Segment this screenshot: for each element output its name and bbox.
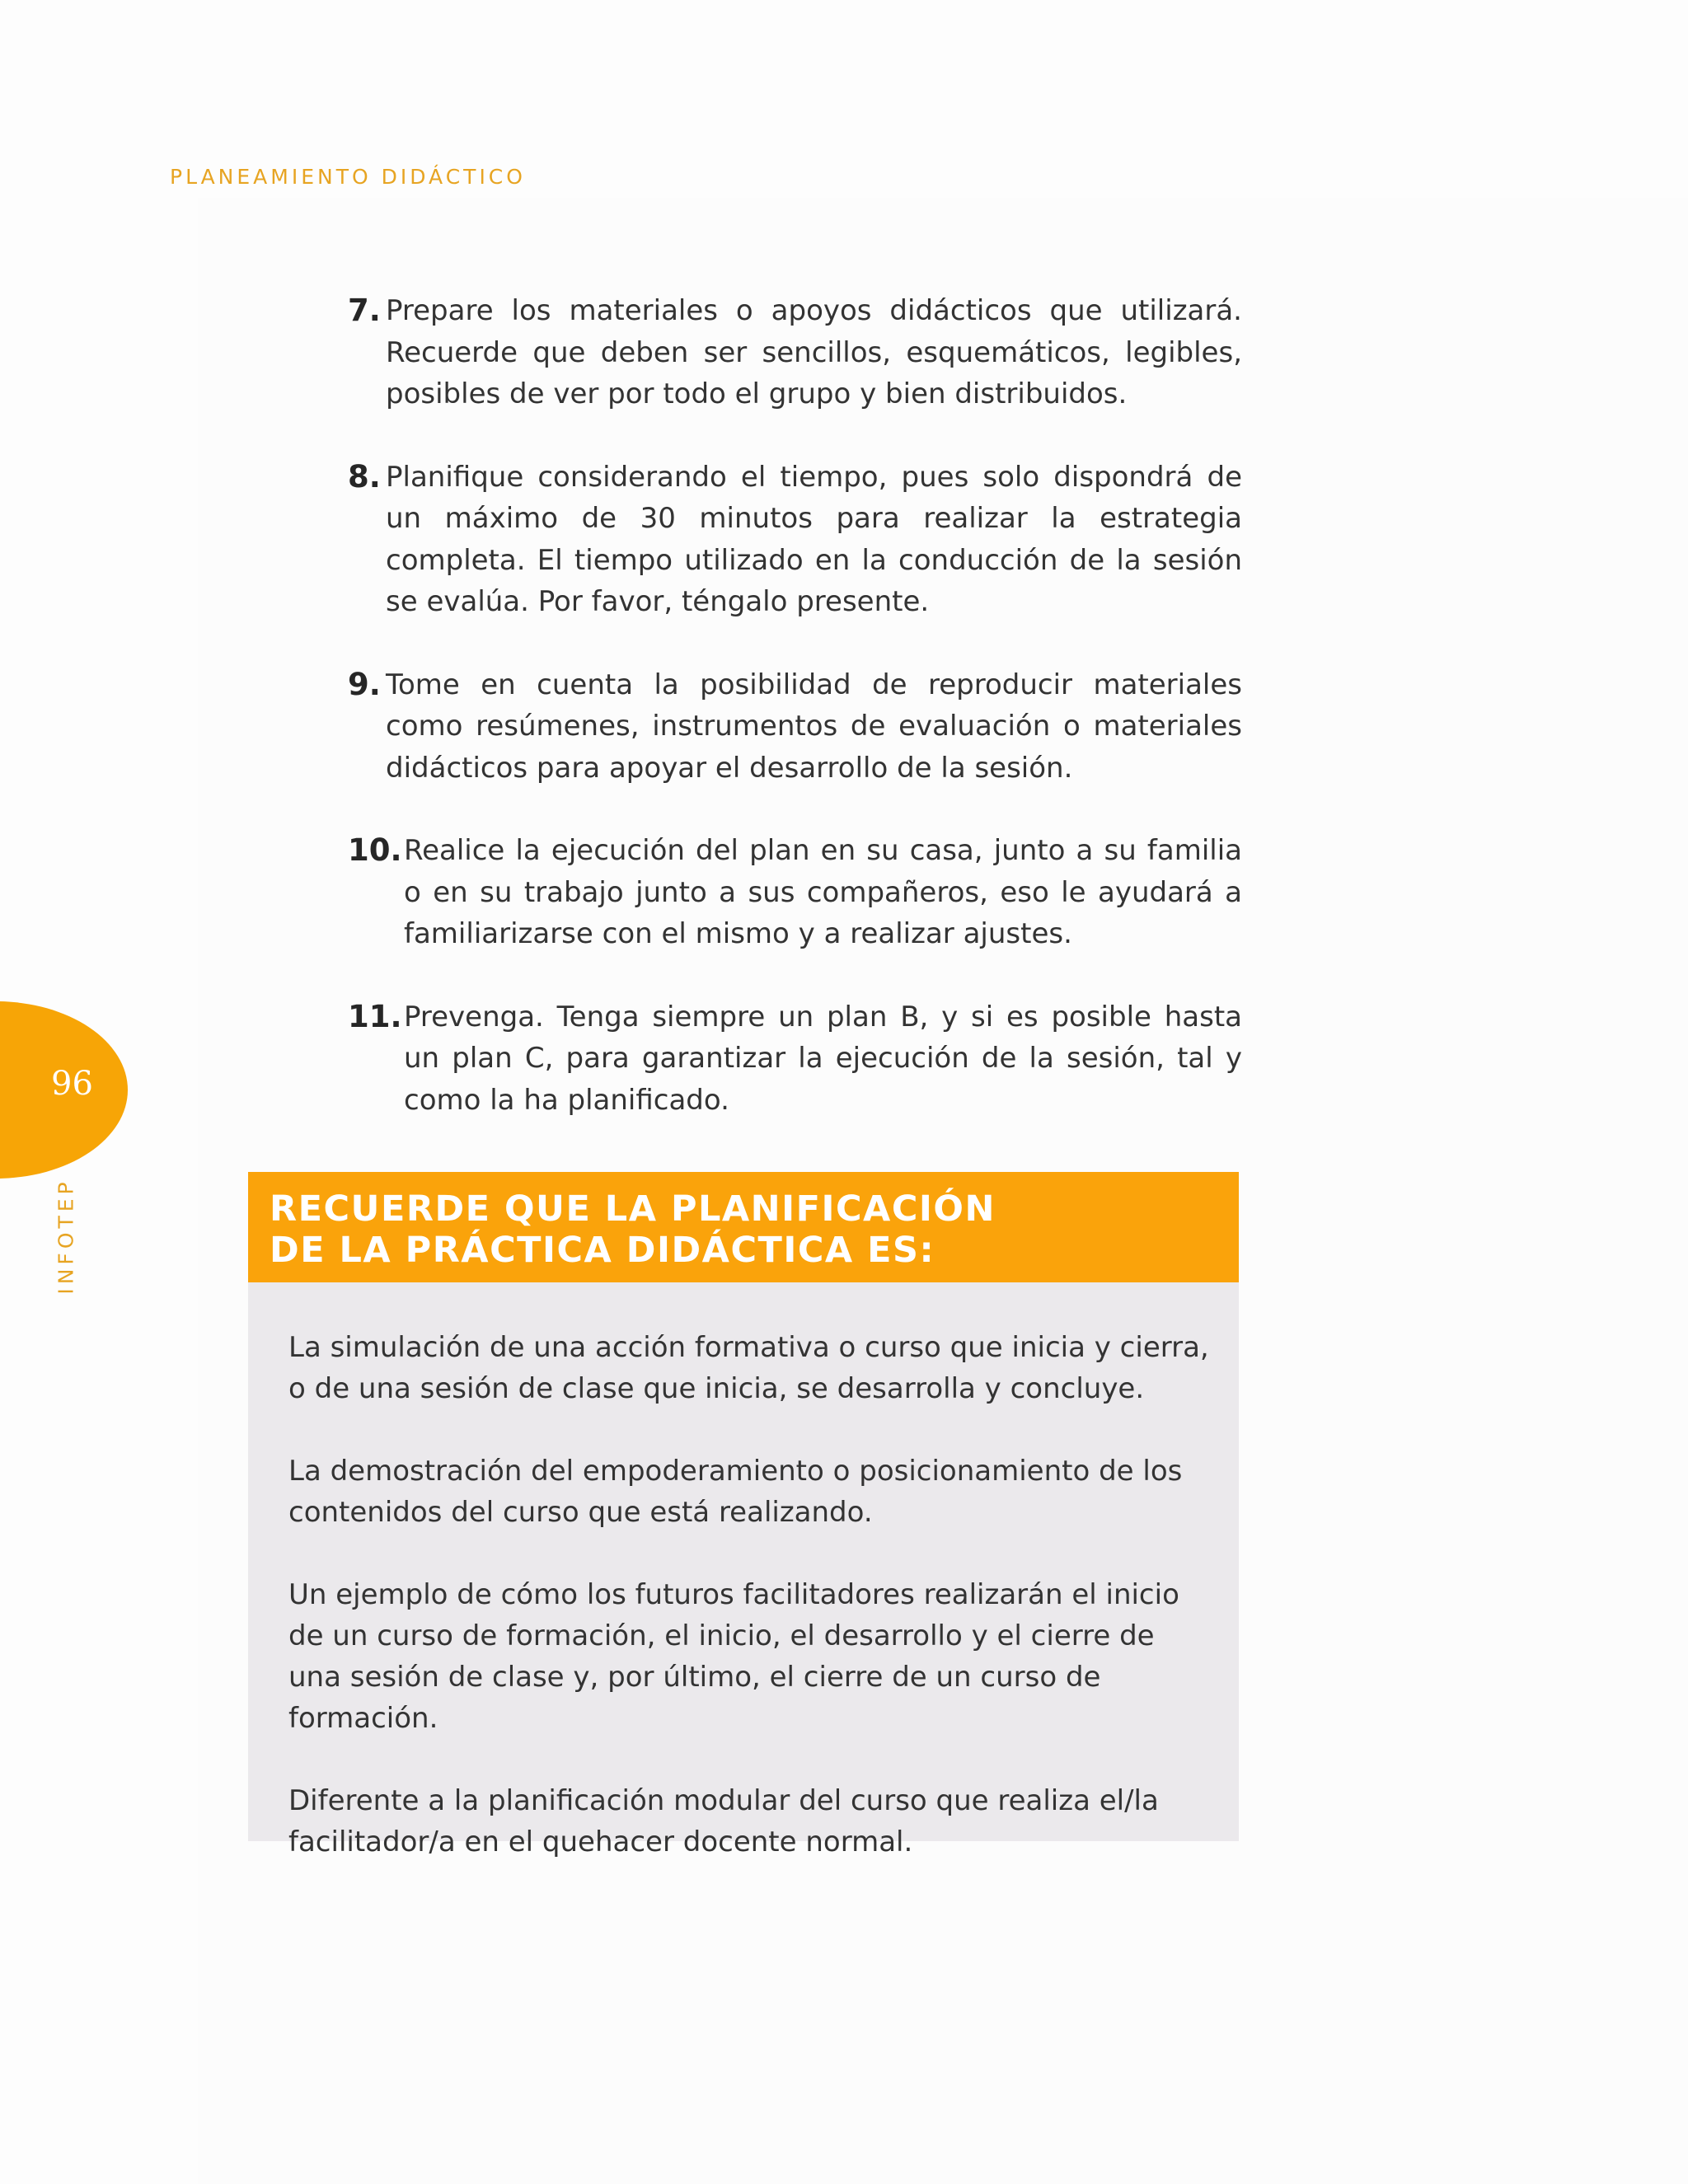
- list-item: [348, 830, 1242, 955]
- step-number: 7.: [348, 293, 381, 328]
- step-text: Prevenga. Tenga siempre un plan B, y si es posible hasta un plan C, para garantizar la ejecución de la sesión, tal y como la ha planificado.: [404, 1000, 1242, 1117]
- step-text: Planifique considerando el tiempo, pues solo dispondrá de un máximo de 30 minutos para realizar la estrategia completa. El tiempo utilizado en la conducción de la sesión se evalúa. Por favor, téngalo presente.: [386, 460, 1242, 618]
- callout-paragraph: Diferente a la planificación modular del curso que realiza el/la facilitador/a en el quehacer docente normal.: [288, 1784, 1159, 1858]
- step-text: Realice la ejecución del plan en su casa, junto a su familia o en su trabajo junto a sus compañeros, eso le ayudará a familiarizarse con el mismo y a realizar ajustes.: [404, 834, 1242, 950]
- list-item: [348, 457, 1242, 623]
- reminder-callout-box: [248, 1172, 1239, 1858]
- callout-body: [248, 1282, 1212, 1863]
- step-text: Prepare los materiales o apoyos didácticos que utilizará. Recuerde que deben ser sencillos, esquemáticos, legibles, posibles de ver por todo el grupo y bien distribuidos.: [386, 294, 1242, 410]
- step-number: 8.: [348, 458, 381, 494]
- callout-title-line: DE LA PRÁCTICA DIDÁCTICA ES:: [270, 1230, 935, 1271]
- list-item: [348, 996, 1242, 1122]
- step-text: Tome en cuenta la posibilidad de reproducir materiales como resúmenes, instrumentos de evaluación o materiales didácticos para apoyar el desarrollo de la sesión.: [386, 668, 1242, 785]
- callout-header: [248, 1172, 1239, 1282]
- list-item: [348, 290, 1242, 415]
- steps-list: [348, 290, 1242, 1162]
- step-number: 11.: [348, 998, 402, 1034]
- step-number: 9.: [348, 666, 381, 702]
- callout-paragraph: La demostración del empoderamiento o posicionamiento de los contenidos del curso que está realizando.: [288, 1455, 1183, 1529]
- callout-title-line: RECUERDE QUE LA PLANIFICACIÓN: [270, 1188, 996, 1230]
- callout-title: [270, 1188, 1239, 1271]
- publisher-side-label: INFOTEP: [54, 1178, 78, 1295]
- callout-paragraph: Un ejemplo de cómo los futuros facilitadores realizarán el inicio de un curso de formación, el inicio, el desarrollo y el cierre de una sesión de clase y, por último, el cierre de un curso de formación.: [288, 1578, 1179, 1735]
- page-number: 96: [51, 1065, 93, 1103]
- running-header: PLANEAMIENTO DIDÁCTICO: [170, 165, 526, 189]
- step-number: 10.: [348, 832, 402, 868]
- list-item: [348, 664, 1242, 790]
- callout-paragraph: La simulación de una acción formativa o curso que inicia y cierra, o de una sesión de clase que inicia, se desarrolla y concluye.: [288, 1331, 1209, 1405]
